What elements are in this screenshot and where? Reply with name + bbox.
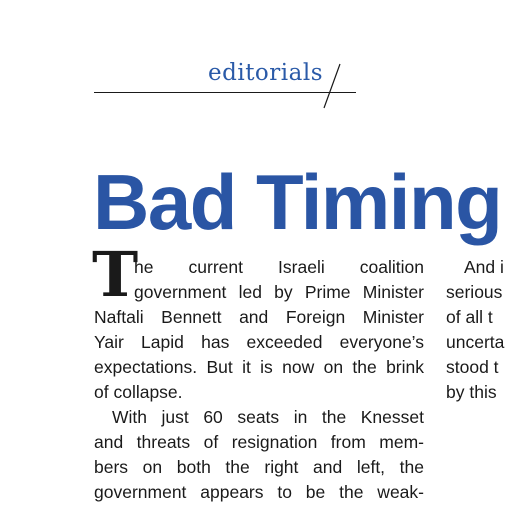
article-line: Yair Lapid has exceeded everyone’s <box>94 332 424 352</box>
article-line: and threats of resignation from mem- <box>94 432 424 452</box>
article-column-right <box>446 255 512 405</box>
section-header <box>0 0 512 110</box>
article-line: government led by Prime Minister <box>134 282 424 302</box>
article-line: stood t <box>446 357 499 377</box>
drop-cap: T <box>92 238 139 311</box>
article-line: expectations. But it is now on the brink <box>94 357 424 377</box>
section-label: editorials <box>208 60 324 86</box>
article-line: by this <box>446 382 497 402</box>
article-line: he current Israeli coalition <box>134 257 424 277</box>
article-line: Naftali Bennett and Foreign Minister <box>94 307 424 327</box>
article-column-left <box>94 255 424 505</box>
article-line: of all t <box>446 307 493 327</box>
article-line: government appears to be the weak- <box>94 482 424 502</box>
article-line: And i <box>464 257 504 277</box>
article-line: uncerta <box>446 332 505 352</box>
article-line: bers on both the right and left, the <box>94 457 424 477</box>
slash-divider-icon <box>318 62 346 110</box>
article-line: of collapse. <box>94 382 183 402</box>
header-rule <box>94 92 356 93</box>
headline: Bad Timing <box>93 158 502 246</box>
article-line: With just 60 seats in the Knesset <box>112 407 424 427</box>
article-line: serious <box>446 282 503 302</box>
